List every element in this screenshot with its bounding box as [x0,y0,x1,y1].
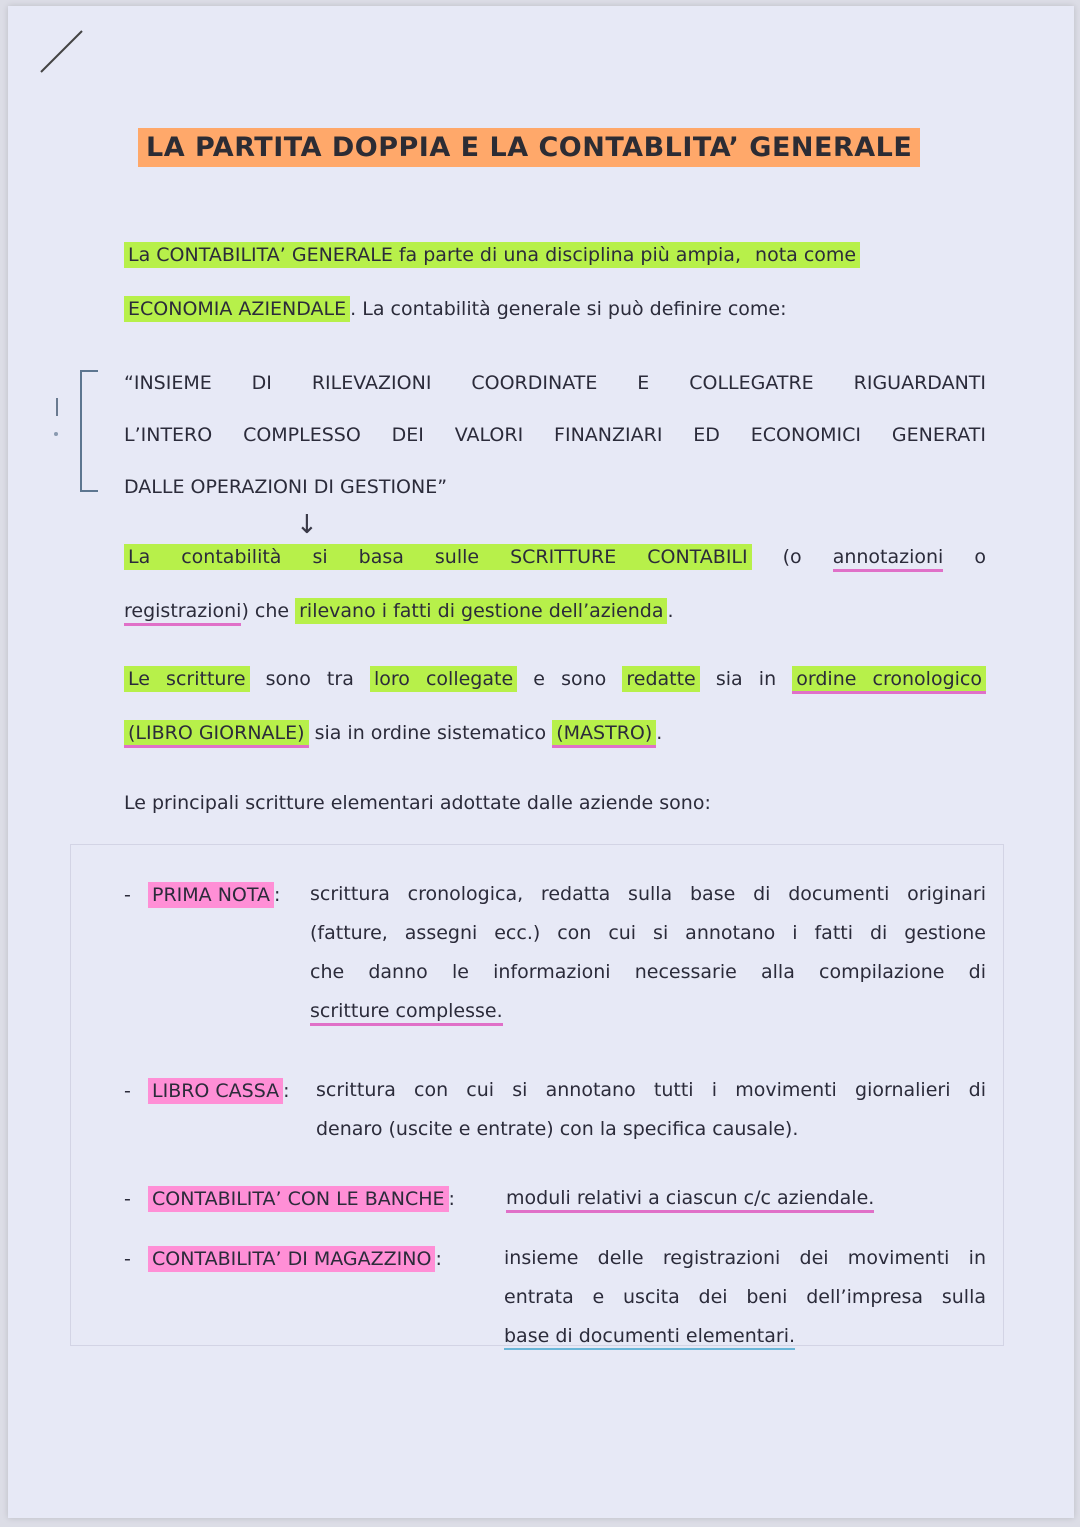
p4-line: Le principali scritture elementari adottate dalle aziende sono: [124,792,711,814]
quote-line-3: DALLE OPERAZIONI DI GESTIONE” [124,476,448,498]
paper-page: LA PARTITA DOPPIA E LA CONTABLITA’ GENERALE La CONTABILITA’ GENERALE fa parte di una disciplina più ampia, nota come ECONOMIA AZIENDALE . La contabilità generale si può definire come: “INSIEME DI RILEVAZIONI COORDINATE E COLLEGATRE RIGUARDANTI L’INTERO COMPLESSO DEI VALORI FINANZIARI ED ECONOMICI GENERATI DALLE OPERAZIONI DI GESTIONE” ↓ La contabilità si basa sulle SCRITTURE CONTABILI (o annotazioni o registrazioni) che rilevano i fatti di gestione dell’azienda . Le scritture sono tra loro collegate e sono redatte sia in ordine cronologico (LIBRO GIORNALE) sia in ordine sistematico (MASTRO) . Le principali scritture elementari adottate dalle aziende sono: - PRIMA NOTA : scrittura cronologica, redatta sulla base di documenti originari (fatture, assegni ecc.) con cui si annotano i fatti di gestione che danno le informazioni necessarie alla compilazione di scritture complesse. - LIBRO CASSA : scrittura con cui si annotano tutti i movimenti giornalieri di denaro (uscite e entrate) con la specifica causale). - CONTABILITA’ CON LE BANCHE : moduli relativi a ciascun c/c aziendale. - CONTABILITA’ DI MAGAZZINO : insieme delle registrazioni dei movimenti in entrata e uscita dei beni dell’impresa sulla base di documenti elementari. [8,6,1074,1518]
p3-line-2: (LIBRO GIORNALE) sia in ordine sistematico (MASTRO) . [124,722,986,744]
p2-line-2: registrazioni) che rilevano i fatti di gestione dell’azienda . [124,600,986,622]
banche-description: moduli relativi a ciascun c/c aziendale. [506,1179,986,1218]
prima-nota-description: scrittura cronologica, redatta sulla base di documenti originari (fatture, assegni ecc.) con cui si annotano i fatti di gestione che danno le informazioni necessarie alla compilazione di scritture complesse. [310,875,986,1031]
margin-mark [56,398,58,416]
pen-mark-icon [38,28,88,76]
magazzino-description: insieme delle registrazioni dei movimenti in entrata e uscita dei beni dell’impresa sulla base di documenti elementari. [504,1239,986,1356]
p3-line-1: Le scritture sono tra loro collegate e sono redatte sia in ordine cronologico [124,668,986,690]
intro-line-2: ECONOMIA AZIENDALE . La contabilità generale si può definire come: [124,298,986,320]
quote-line-2: L’INTERO COMPLESSO DEI VALORI FINANZIARI ED ECONOMICI GENERATI [124,424,986,446]
libro-cassa-description: scrittura con cui si annotano tutti i movimenti giornalieri di denaro (uscite e entrate) con la specifica causale). [316,1079,986,1140]
intro-line-1: La CONTABILITA’ GENERALE fa parte di una disciplina più ampia, nota come [124,244,986,266]
margin-dot [54,432,58,436]
quote-bracket [80,370,98,492]
down-arrow-icon: ↓ [296,510,318,540]
p2-line-1: La contabilità si basa sulle SCRITTURE CONTABILI (o annotazioni o [124,546,986,568]
page-title: LA PARTITA DOPPIA E LA CONTABLITA’ GENERALE [138,132,920,163]
quote-line-1: “INSIEME DI RILEVAZIONI COORDINATE E COLLEGATRE RIGUARDANTI [124,372,986,394]
